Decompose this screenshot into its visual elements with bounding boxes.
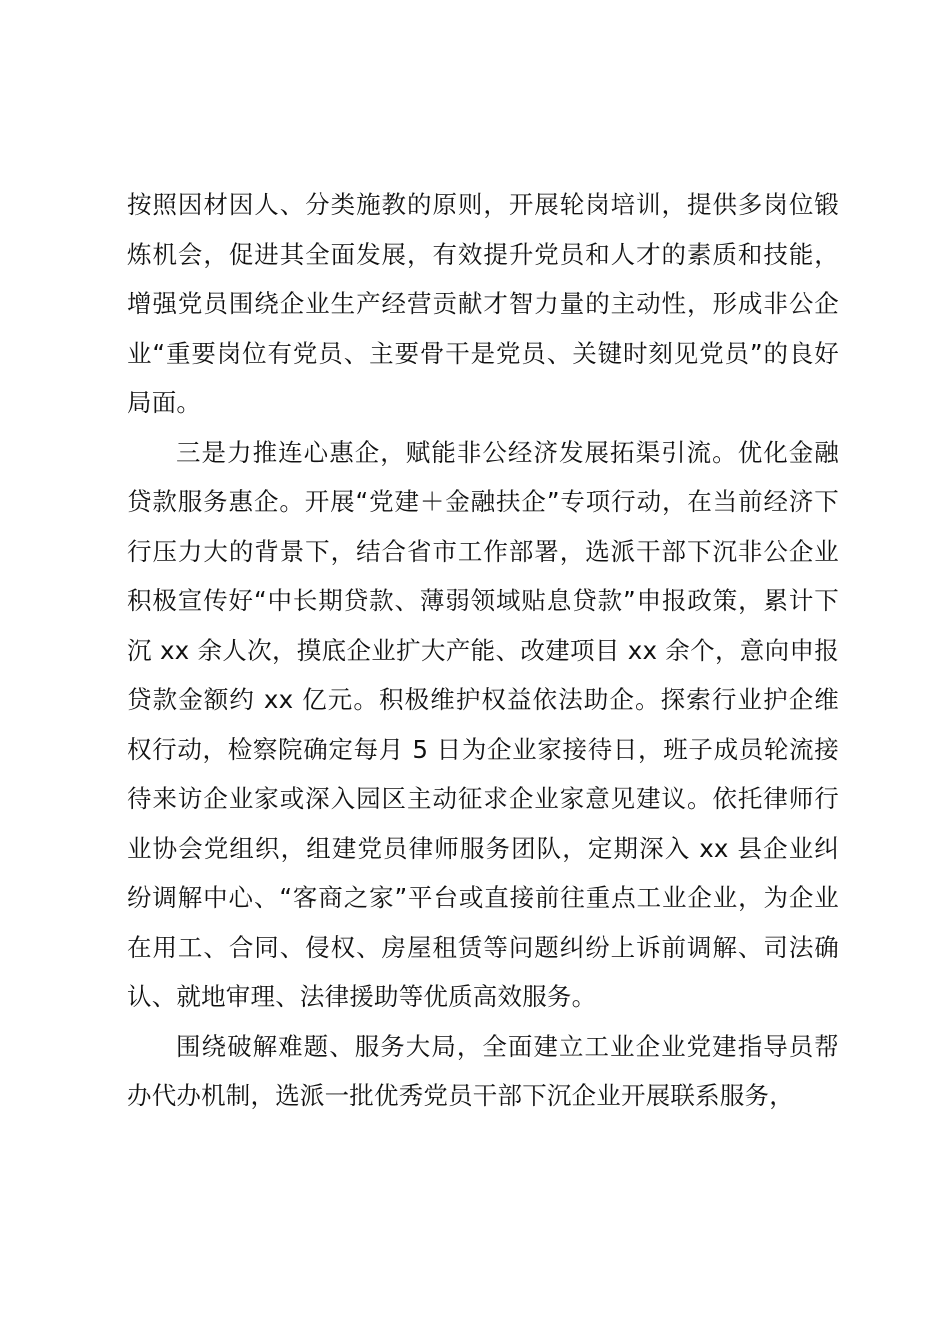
paragraph-2: 三是力推连心惠企，赋能非公经济发展拓渠引流。优化金融贷款服务惠企。开展“党建＋金融扶企”专项行动，在当前经济下行压力大的背景下，结合省市工作部署，选派干部下沉非公企业积极宣传好“中长期贷款、薄弱领域贴息贷款”申报政策，累计下沉 xx 余人次，摸底企业扩大产能、改建项目 xx 余个，意向申报贷款金额约 xx 亿元。积极维护权益依法助企。探索行业护企维权行动，检察院确定每月 5 日为企业家接待日，班子成员轮流接待来访企业家或深入园区主动征求企业家意见建议。依托律师行业协会党组织，组建党员律师服务团队，定期深入 xx 县企业纠纷调解中心、“客商之家”平台或直接前往重点工业企业，为企业在用工、合同、侵权、房屋租赁等问题纠纷上诉前调解、司法确认、就地审理、法律援助等优质高效服务。 [127,437,839,1011]
paragraph-1: 按照因材因人、分类施教的原则，开展轮岗培训，提供多岗位锻炼机会，促进其全面发展，有效提升党员和人才的素质和技能，增强党员围绕企业生产经营贡献才智力量的主动性，形成非公企业“重要岗位有党员、主要骨干是党员、关键时刻见党员”的良好局面。 [127,190,839,417]
paragraph-3: 围绕破解难题、服务大局，全面建立工业企业党建指导员帮办代办机制，选派一批优秀党员干部下沉企业开展联系服务， [127,1031,839,1110]
document-body [127,180,839,1121]
